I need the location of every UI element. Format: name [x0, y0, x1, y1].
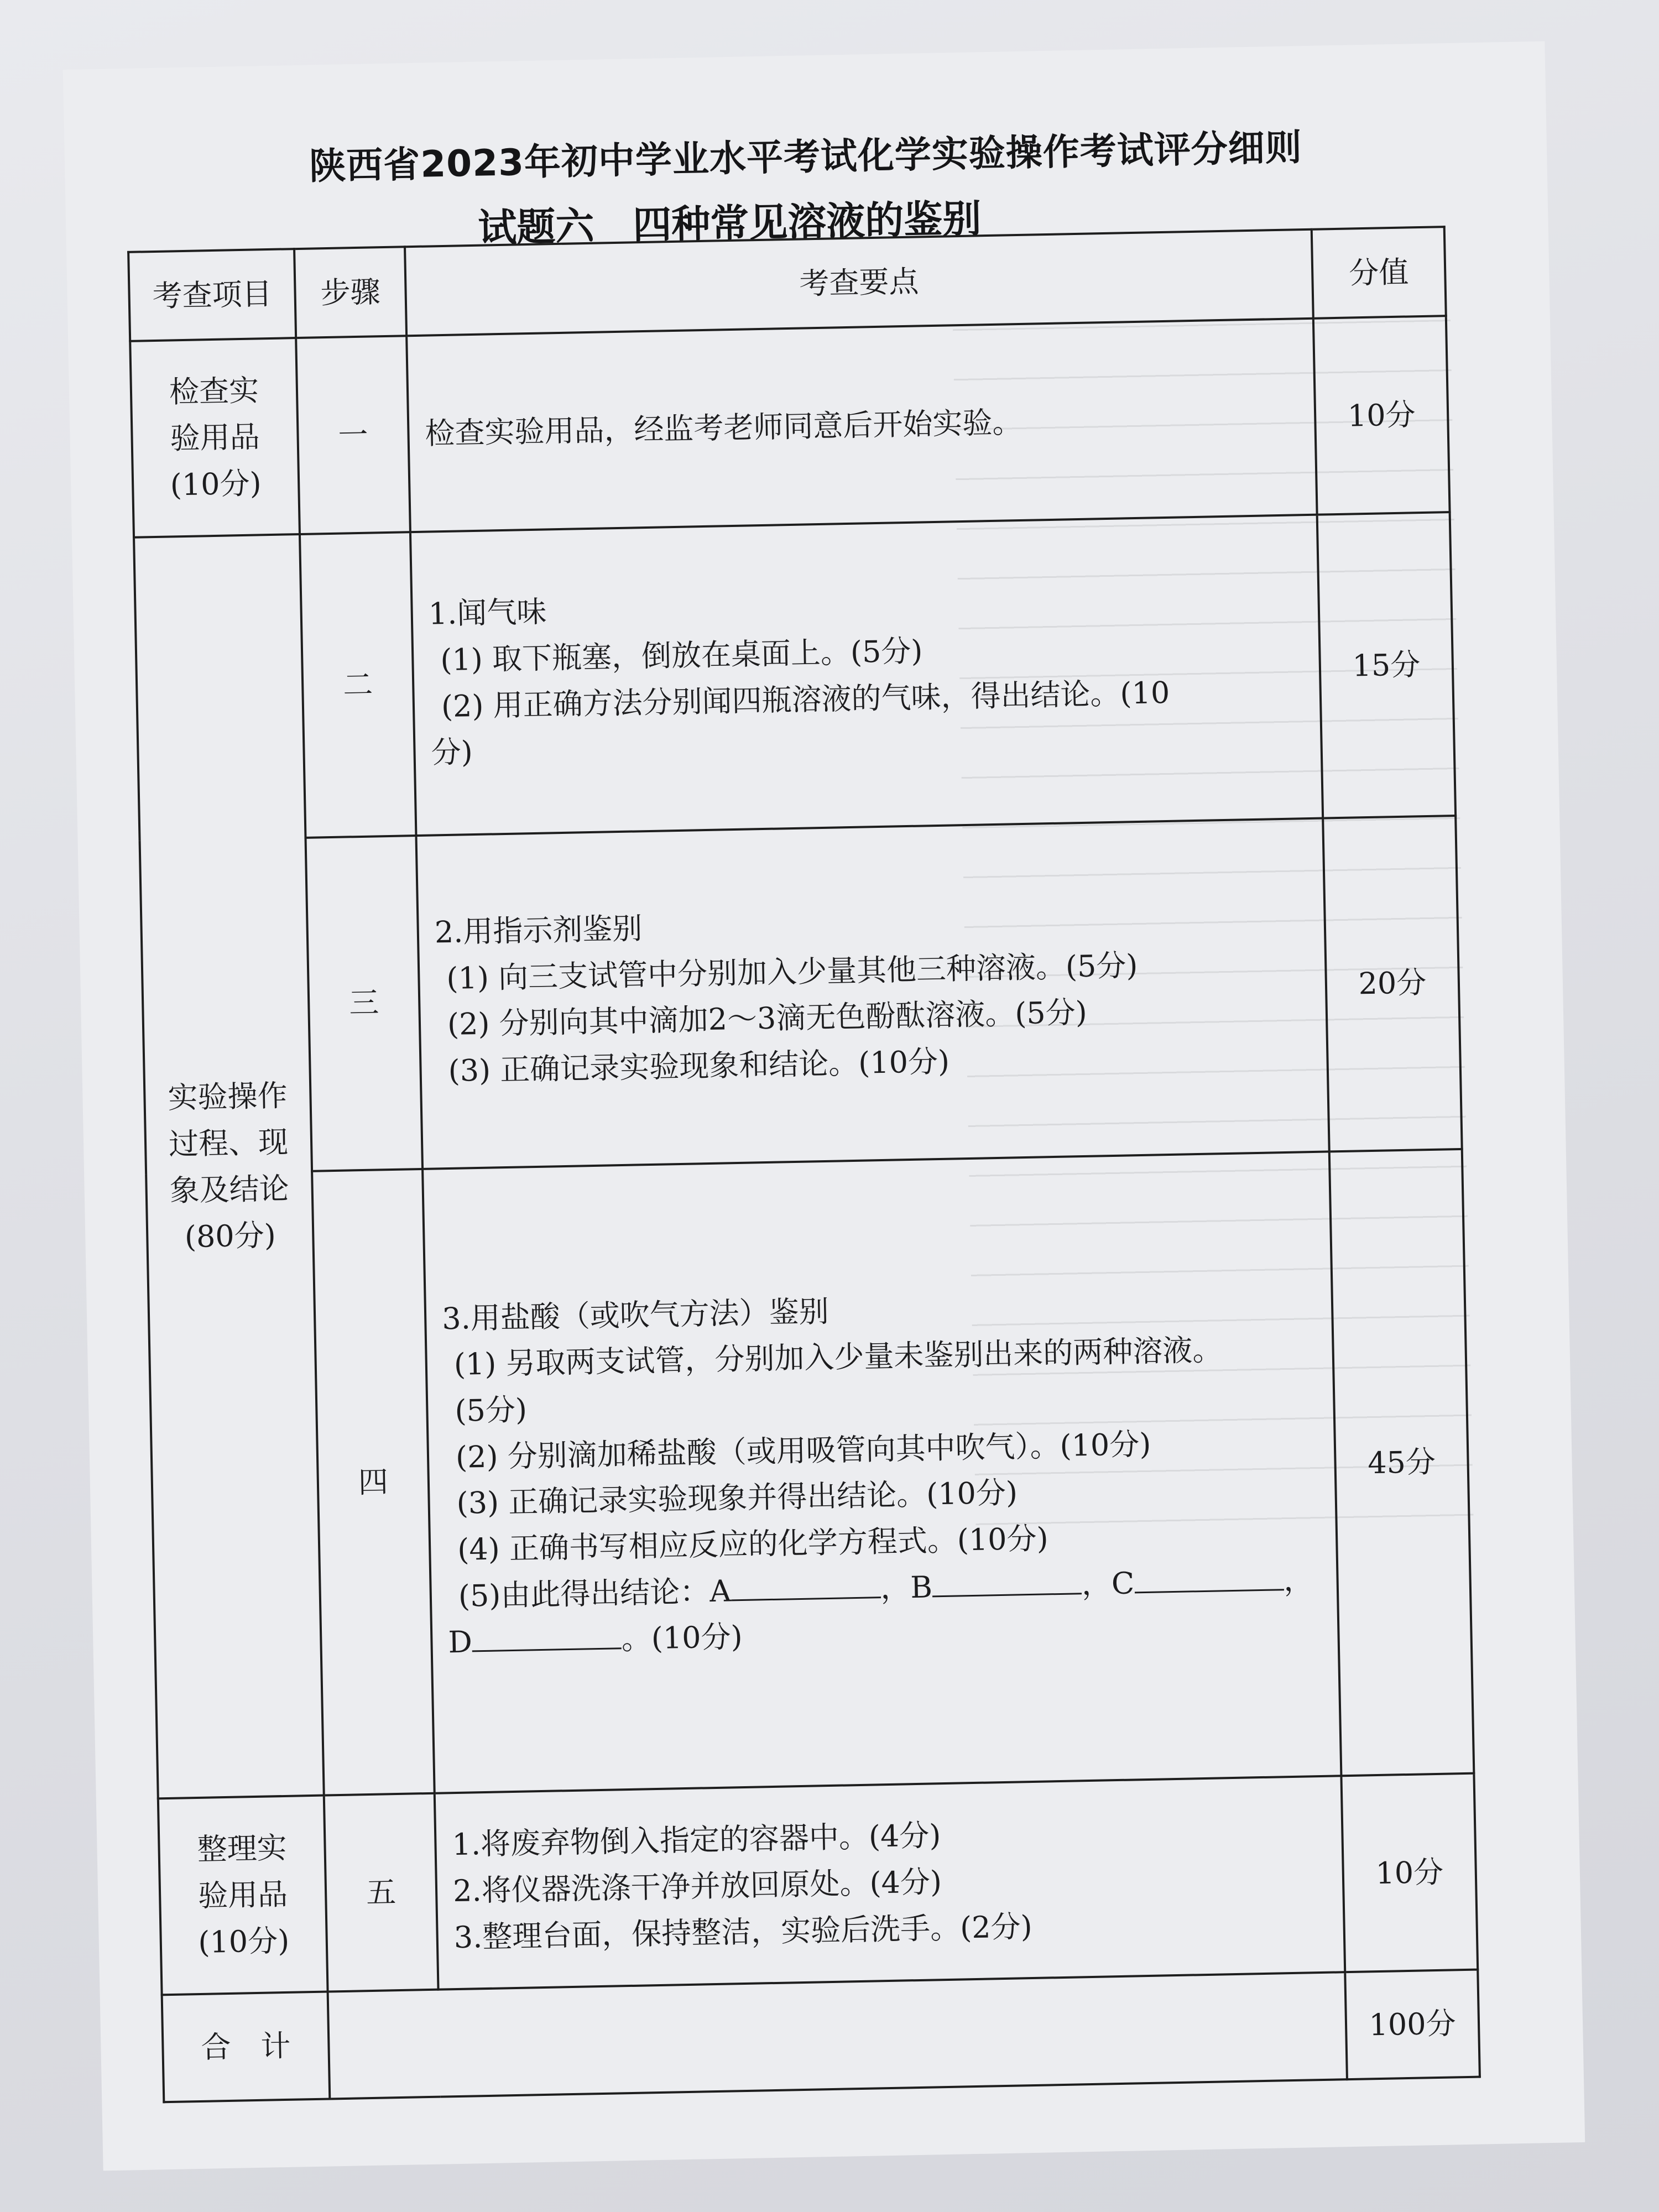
step-5: 五: [324, 1793, 439, 1992]
document-subtitle: 试题六 四种常见溶液的鉴别: [477, 196, 982, 251]
header-score: 分值: [1312, 227, 1446, 319]
score-step-4: 45分: [1329, 1149, 1474, 1776]
points-step-4: 3.用盐酸（或吹气方法）鉴别 (1) 另取两支试管，分别加入少量未鉴别出来的两种溶液。 (5分) (2) 分别滴加稀盐酸（或用吸管向其中吹气）。(10分) (3) 正确记录实验现象并得出结论。(10分) (4) 正确书写相应反应的化学方程式。(10分) (5)由此得出结论：A ，B ，C ， D 。(10分): [422, 1151, 1341, 1793]
score-step-3: 20分: [1323, 816, 1462, 1151]
blank-b: [932, 1566, 1082, 1597]
table-row: [158, 1773, 1478, 1995]
header-points: 考查要点: [405, 229, 1313, 336]
blank-c: [1134, 1562, 1284, 1593]
item-check-supplies: 检查实 验用品 (10分): [130, 338, 300, 538]
blank-a: [731, 1570, 881, 1601]
header-step: 步骤: [294, 247, 406, 338]
step-3: 三: [306, 836, 423, 1171]
table-row: [134, 512, 1455, 841]
total-score: 100分: [1345, 1970, 1480, 2079]
scoring-table: [127, 226, 1481, 2103]
document-title: 陕西省2023年初中学业水平考试化学实验操作考试评分细则: [309, 126, 1303, 188]
points-step-1: 检查实验用品，经监考老师同意后开始实验。: [406, 319, 1317, 532]
points-step-3: 2.用指示剂鉴别 (1) 向三支试管中分别加入少量其他三种溶液。(5分) (2) 分别向其中滴加2～3滴无色酚酞溶液。(5分) (3) 正确记录实验现象和结论。(10分): [416, 818, 1329, 1169]
total-label: 合 计: [162, 1992, 330, 2102]
points-step-5: 1.将废弃物倒入指定的容器中。(4分) 2.将仪器洗涤干净并放回原处。(4分) 3.整理台面，保持整洁，实验后洗手。(2分): [435, 1776, 1345, 1990]
score-step-1: 10分: [1313, 316, 1450, 515]
table-row: [130, 316, 1449, 538]
step-1: 一: [296, 336, 410, 535]
header-item: 考查项目: [128, 249, 296, 341]
total-empty-cell: [328, 1972, 1347, 2099]
score-step-5: 10分: [1341, 1773, 1478, 1973]
table-row: [140, 816, 1462, 1174]
exam-sheet: [63, 41, 1585, 2171]
item-tidy-supplies: 整理实 验用品 (10分): [158, 1796, 328, 1995]
score-step-2: 15分: [1317, 512, 1455, 818]
item-experiment-process: 实验操作 过程、现 象及结论 (80分): [134, 534, 324, 1798]
conclusion-line-d: D 。(10分): [447, 1619, 743, 1660]
blank-d: [472, 1621, 622, 1652]
points-step-2: 1.闻气味 (1) 取下瓶塞，倒放在桌面上。(5分) (2) 用正确方法分别闻四瓶溶液的气味，得出结论。(10 分): [410, 515, 1323, 836]
step-4: 四: [312, 1169, 435, 1796]
table-row: [146, 1149, 1474, 1798]
conclusion-line: (5)由此得出结论：A ，B ，C ，: [458, 1562, 1314, 1614]
step-2: 二: [300, 533, 416, 838]
